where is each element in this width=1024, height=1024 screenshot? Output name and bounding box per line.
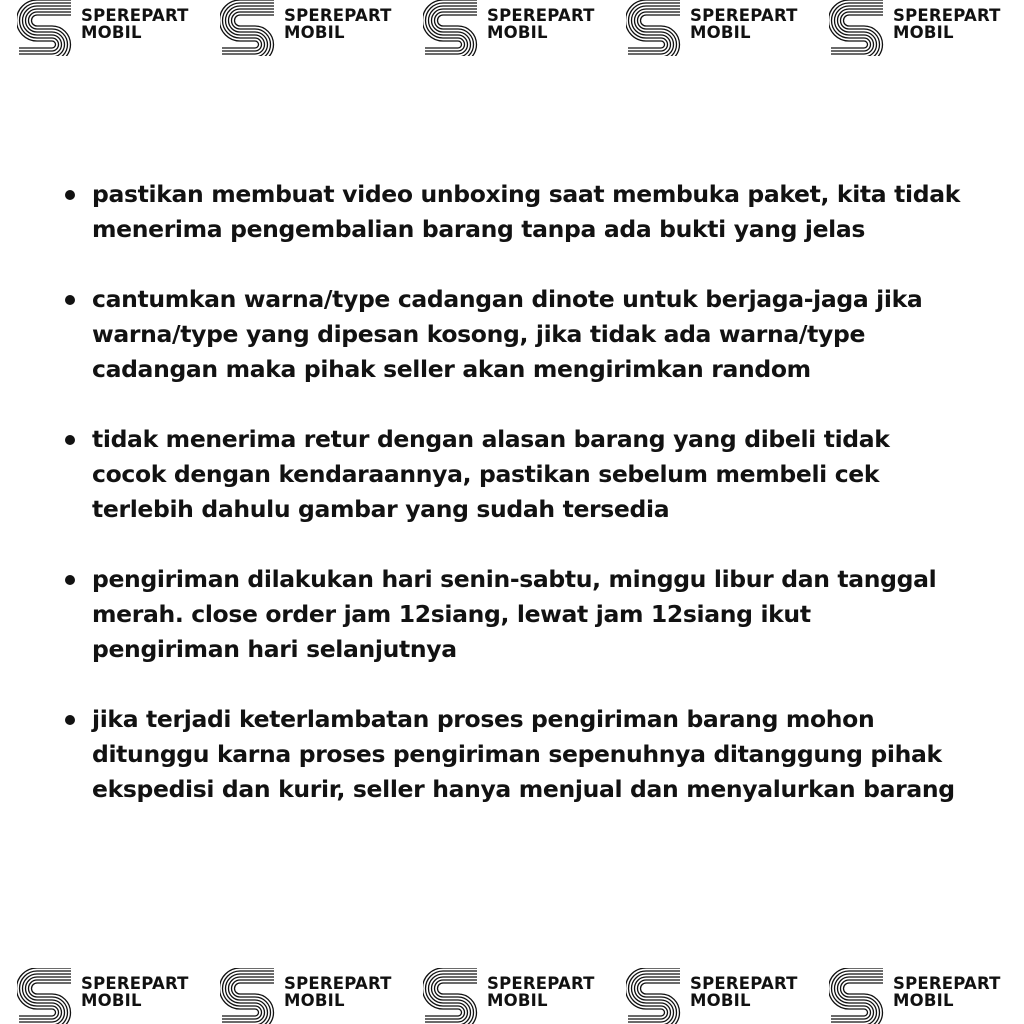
bottom-logo-banner [0,968,1024,1024]
stripe-s-icon [626,968,682,1024]
brand-logo [829,0,1019,56]
brand-name: SPEREPART MOBIL [690,6,798,42]
brand-logo [17,968,207,1024]
brand-logo [423,0,613,56]
list-item [62,177,962,247]
brand-logo [626,0,816,56]
brand-name: SPEREPART MOBIL [284,6,392,42]
terms-list [62,177,962,842]
top-logo-banner [0,0,1024,56]
brand-logo [423,968,613,1024]
list-item [62,562,962,667]
bullet-icon [65,435,75,445]
brand-name: SPEREPART MOBIL [81,974,189,1010]
brand-logo [626,968,816,1024]
list-item [62,702,962,807]
brand-name: SPEREPART MOBIL [893,974,1001,1010]
stripe-s-icon [220,0,276,56]
list-item [62,282,962,387]
term-text: cantumkan warna/type cadangan dinote untuk berjaga-jaga jika warna/type yang dipesan kosong, jika tidak ada warna/type cadangan maka pihak seller akan mengirimkan random [92,285,923,383]
stripe-s-icon [626,0,682,56]
brand-logo [829,968,1019,1024]
stripe-s-icon [423,0,479,56]
bullet-icon [65,575,75,585]
stripe-s-icon [17,968,73,1024]
brand-name: SPEREPART MOBIL [284,974,392,1010]
stripe-s-icon [423,968,479,1024]
brand-name: SPEREPART MOBIL [690,974,798,1010]
bullet-icon [65,295,75,305]
brand-logo [220,968,410,1024]
stripe-s-icon [17,0,73,56]
stripe-s-icon [829,0,885,56]
brand-name: SPEREPART MOBIL [81,6,189,42]
stripe-s-icon [829,968,885,1024]
brand-name: SPEREPART MOBIL [487,974,595,1010]
brand-name: SPEREPART MOBIL [487,6,595,42]
brand-logo [220,0,410,56]
bullet-icon [65,190,75,200]
brand-logo [17,0,207,56]
term-text: pastikan membuat video unboxing saat membuka paket, kita tidak menerima pengembalian barang tanpa ada bukti yang jelas [92,180,960,243]
stripe-s-icon [220,968,276,1024]
bullet-icon [65,715,75,725]
term-text: jika terjadi keterlambatan proses pengiriman barang mohon ditunggu karna proses pengiriman sepenuhnya ditanggung pihak ekspedisi dan kurir, seller hanya menjual dan menyalurkan barang [92,705,955,803]
term-text: tidak menerima retur dengan alasan barang yang dibeli tidak cocok dengan kendaraannya, pastikan sebelum membeli cek terlebih dahulu gambar yang sudah tersedia [92,425,890,523]
list-item [62,422,962,527]
term-text: pengiriman dilakukan hari senin-sabtu, minggu libur dan tanggal merah. close order jam 12siang, lewat jam 12siang ikut pengiriman hari selanjutnya [92,565,937,663]
brand-name: SPEREPART MOBIL [893,6,1001,42]
